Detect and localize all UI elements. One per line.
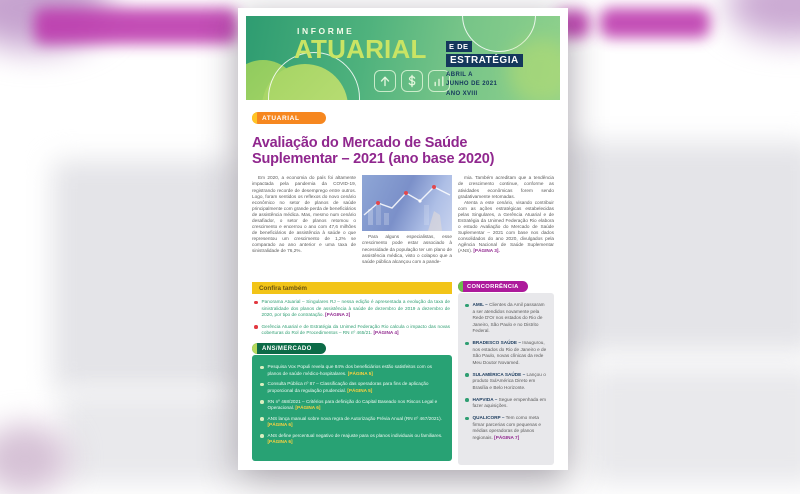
page-ref: [PÁGINA 7] [494,434,520,440]
item-text: RN nº 468/2021 – Critérios para definição do Capital Baseado nos Riscos Legal e Operacional. [267,398,438,410]
market-chart-photo [362,175,452,231]
dollar-icon [401,70,423,92]
article-column-3 [458,175,554,275]
bullet-icon [260,400,264,404]
item-text: Inaugurou, nos estados do Rio de Janeiro e de São Paulo, novas clínicas da rede Meu Doutor Novamed. [472,340,547,365]
bullet-icon [465,417,469,421]
item-text: Consulta Pública nº 87 – Classificação das operadoras para fins de aplicação proporcional da regulação prudencial. [267,381,429,393]
bullet-icon [260,366,264,370]
background-blurred-content [52,160,238,390]
list-item [465,340,547,366]
bullet-icon [260,417,264,421]
bullet-icon [465,342,469,346]
page-ref: [PÁGINA 5] [347,370,373,376]
page-ref: [PÁGINA 5] [347,387,373,393]
bullet-icon [254,301,258,305]
subtitle-chip-top: E DE [446,41,472,52]
period-line-1: ABRIL A [446,72,473,78]
page-ref: [PÁGINA 4] [373,329,399,335]
article-text: mia. Também acreditam que a tendência de crescimento continue, conforme as atividades econômicas forem sendo gradativamente retomadas. [458,175,554,199]
bullet-icon [465,398,469,402]
item-text: Lançou o produto SulAmérica Direto em Brasília e Belo Horizonte. [472,371,546,390]
competitor-name: AMIL – [472,302,488,308]
item-text: Segue empenhada em fazer aquisições. [472,396,547,409]
period-line-2: JUNHO DE 2021 [446,81,498,88]
list-item [465,302,547,334]
confira-title-bar: Confira também [252,282,452,294]
list-item [254,324,450,337]
background-blurred-content [60,392,238,484]
competitor-name: BRADESCO SAÚDE – [472,340,521,346]
section-badge-ans-mercado: ANS/MERCADO [252,343,326,354]
page-ref: [PÁGINA 3]. [473,247,500,253]
list-item [260,364,444,377]
masthead-title: ATUARIAL [294,34,427,64]
competitor-name: HAPVIDA – [472,396,498,402]
masthead-period [446,71,497,99]
article-headline: Avaliação do Mercado de Saúde Suplementar – 2021 (ano base 2020) [252,135,495,168]
item-text: Clientes da Amil passaram a ser atendidos novamente pela Rede D'Or nos estados do Rio de Janeiro, São Paulo e no Distrito Federal. [472,302,545,334]
bullet-icon [260,434,264,438]
masthead [246,16,560,100]
page-ref: [PÁGINA 6] [295,404,321,410]
newsletter-page [238,8,568,470]
bullet-icon [465,373,469,377]
page-ref: [PÁGINA 6] [267,422,293,428]
section-badge-concorrencia: CONCORRÊNCIA [458,281,528,292]
list-item [465,415,547,441]
item-text: Gerência Atuarial e de Estratégia da Unimed Federação Rio calcula o impacto das novas coberturas do Rol de Procedimentos – RN nº 465/21. [261,323,450,335]
edition-year: ANO XVIII [446,90,478,97]
masthead-subtitle [446,41,523,67]
subtitle-chip-bottom: ESTRATÉGIA [446,54,523,67]
left-column-area [252,175,452,465]
article-text: Atenta a este cenário, visando contribuir com as ações estratégicas estabelecidas pelas Singulares, a Gerência Atuarial e de Estratégia da Unimed Federação Rio elabora o estudo Avaliação do Mercado de Saúde Suplementar – 2021 com base nos dados consolidados do ano 2020, divulgados pela Agência Nacional de Saúde Suplementar (ANS). [PÁGINA 3]. [458,199,554,253]
item-text: Panorama Atuarial – Singulares RJ – nessa edição é apresentada a evolução da taxa de sinistralidade dos planos de assistência à saúde de dezembro de 2019 a dezembro de 2020, por tipo de contratação. [261,299,450,318]
article-column-1 [252,175,356,275]
concorrencia-box [458,293,554,465]
section-badge-atuarial: ATUARIAL [252,112,326,124]
list-item [254,299,450,318]
page-body [238,100,568,465]
article-column-2 [362,175,452,275]
competitor-name: SULAMÉRICA SAÚDE – [472,371,526,377]
article-columns [252,175,452,275]
masthead-kicker: INFORME [297,26,355,36]
list-item [465,372,547,391]
section-concorrencia [458,279,554,465]
bullet-icon [260,383,264,387]
arrow-up-icon [374,70,396,92]
masthead-icons [374,70,450,92]
list-item [260,381,444,394]
right-column-area [458,175,554,465]
article-text: Para alguns especialistas, esse crescimento pode estar associado à necessidade da população ter um plano de assistência médica, visto o colapso que a saúde pública alcançou com a pande- [362,234,452,264]
item-text: Tem como meta firmar parcerias com pequenas e médias operadoras de planos regionais. [472,415,542,440]
list-item [260,416,444,429]
ans-mercado-box [252,355,452,461]
article-text: Em 2020, a economia do país foi altamente impactada pela pandemia da COVID-19, registrando recorde de desemprego entre outros. Logo, foram sentidos os reflexos do novo cenário econômico no setor de planos de saúde principalmente com grande perda de beneficiários de assistência médica. Mas, mesmo num cenário desafiador, o setor de planos retomou o crescimento e encerrou o ano com 47,6 milhões de beneficiários de assistência à saúde o que representou um crescimento de 1,2% se comparado ao ano anterior e uma taxa de sinistralidade de 76,2%. [252,175,356,253]
page-ref: [PÁGINA 2] [325,312,351,318]
list-item [260,399,444,412]
bullet-icon [254,325,258,329]
background-blurred-content [590,366,800,484]
list-item [260,433,444,446]
page-ref: [PÁGINA 6] [267,439,293,445]
section-confira-tambem [252,282,452,336]
item-text: Pesquisa Vox Populi revela que 84% dos beneficiários estão satisfeitos com os planos de saúde médico-hospitalares. [267,364,432,376]
item-text: ANS define percentual negativo de reajuste para os planos individuais ou familiares. [267,432,443,438]
item-text: ANS lança manual sobre nova regra de Autorização Prévia Anual (RN nº 467/2021). [267,415,442,421]
competitor-name: QUALICORP – [472,415,505,421]
bullet-icon [465,304,469,308]
background-blurred-title [600,8,710,38]
section-ans-mercado [252,341,452,461]
background-blurred-title [34,8,238,44]
list-item [465,397,547,410]
background-blur-corner [726,0,800,40]
background-blurred-content [566,142,800,352]
